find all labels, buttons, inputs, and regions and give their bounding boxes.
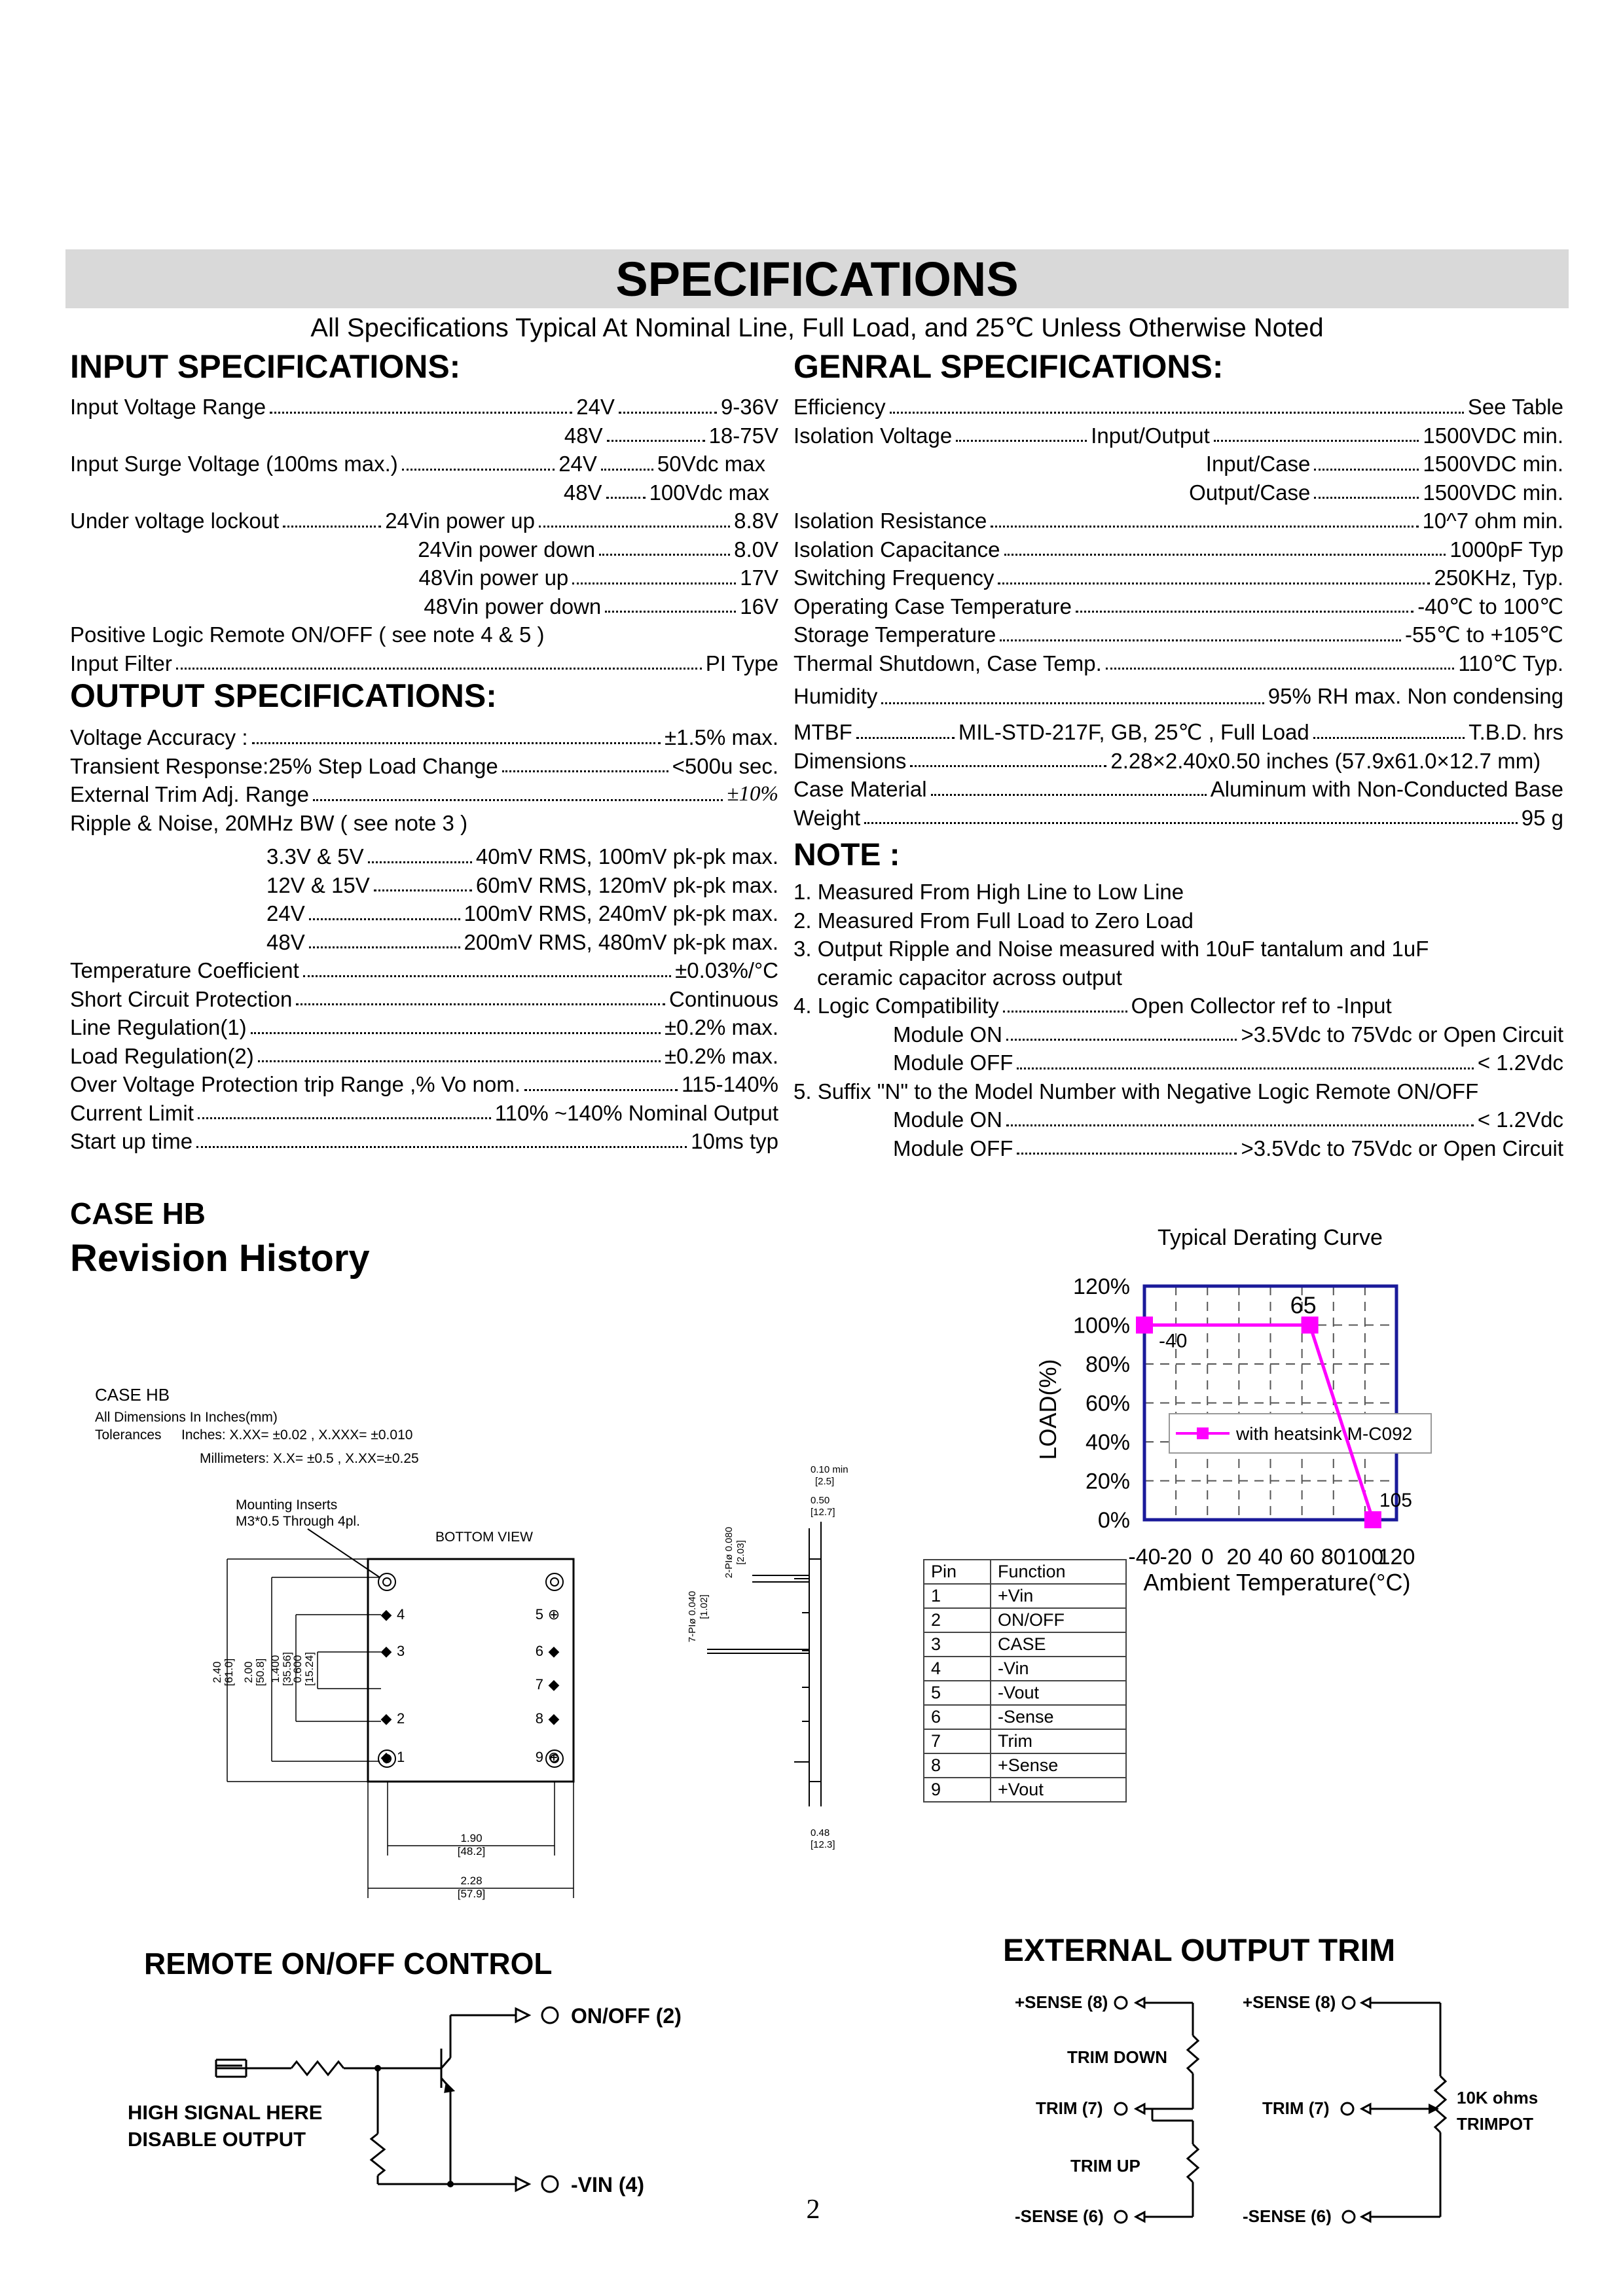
y-tick-label: 60% [1085, 1391, 1130, 1416]
dim-label: 2.28 [460, 1874, 483, 1887]
spec-row: Transient Response:25% Step Load Change <500u sec. [70, 753, 778, 778]
spec-row: Storage Temperature -55℃ to +105℃ [793, 622, 1563, 647]
y-tick-label: 120% [1073, 1274, 1130, 1299]
spec-row: 48Vin power up 17V [418, 565, 778, 590]
spec-row: Case Material Aluminum with Non-Conducted Base [793, 777, 1563, 801]
spec-row: Switching Frequency 250KHz, Typ. [793, 565, 1563, 590]
svg-text:◆: ◆ [548, 1676, 560, 1693]
drawing-inserts-1: Mounting Inserts [236, 1498, 338, 1513]
trim-up-label: TRIM UP [1070, 2156, 1140, 2176]
y-tick-label: 0% [1097, 1508, 1130, 1533]
spec-row: Humidity 95% RH max. Non condensing [793, 684, 1563, 708]
spec-row: Weight 95 g [793, 805, 1563, 830]
spec-row: Load Regulation(2) ±0.2% max. [70, 1043, 778, 1068]
spec-row: Short Circuit Protection Continuous [70, 986, 778, 1011]
trim-sense-n-left: -SENSE (6) [1015, 2206, 1104, 2225]
table-cell: +Vin [991, 1584, 1126, 1608]
legend-label: with heatsink M-C092 [1236, 1424, 1413, 1444]
chart-y-ticks [1073, 1274, 1130, 1533]
table-cell: 6 [924, 1705, 991, 1729]
dim-label: 7-PIø 0.040 [687, 1590, 698, 1643]
input-spec-heading: INPUT SPECIFICATIONS: [70, 348, 461, 385]
dim-label: [1.02] [699, 1594, 710, 1619]
note-heading: NOTE : [793, 838, 900, 872]
table-cell: 9 [924, 1778, 991, 1802]
trim-down-label: TRIM DOWN [1067, 2047, 1168, 2067]
notes-list [793, 878, 1563, 1162]
note-item: Module OFF < 1.2Vdc [893, 1050, 1563, 1075]
svg-text:◆: ◆ [380, 1606, 392, 1623]
pin-label: 3 [397, 1643, 405, 1659]
spec-row: Over Voltage Protection trip Range ,% Vo nom. 115-140% [70, 1072, 778, 1096]
table-cell: 5 [924, 1681, 991, 1705]
mechanical-drawing [85, 1381, 871, 1905]
x-tick-label: 80 [1321, 1545, 1346, 1570]
svg-text:◆: ◆ [380, 1710, 392, 1727]
dim-label: 2.00 [242, 1661, 255, 1683]
note-item: ceramic capacitor across output [817, 965, 1122, 990]
y-tick-label: 80% [1085, 1352, 1130, 1377]
table-row [924, 1705, 1126, 1729]
y-tick-label: 40% [1085, 1430, 1130, 1455]
chart-x-ticks [1128, 1545, 1415, 1570]
svg-text:⊕: ⊕ [547, 1749, 560, 1765]
note-item: Module OFF >3.5Vdc to 75Vdc or Open Circuit [893, 1136, 1563, 1160]
spec-row: Start up time 10ms typ [70, 1129, 778, 1153]
pin-markers [381, 1606, 560, 1765]
svg-text:⊕: ⊕ [547, 1606, 560, 1623]
input-spec-list [70, 393, 778, 677]
revision-history-heading: Revision History [70, 1237, 370, 1280]
note-item: 3. Output Ripple and Noise measured with 10uF tantalum and 1uF [793, 937, 1429, 961]
spec-row: Input Filter PI Type [70, 651, 778, 675]
trim-pin-left: TRIM (7) [1036, 2098, 1103, 2118]
ripple-row: 24V 100mV RMS, 240mV pk-pk max. [266, 901, 778, 925]
spec-row: Isolation Capacitance 1000pF Typ [793, 537, 1563, 562]
table-row [924, 1729, 1126, 1753]
pin-label: 2 [397, 1710, 405, 1727]
ripple-rows [70, 842, 778, 956]
chart-legend [1169, 1414, 1431, 1453]
trimpot-ohms-label: 10K ohms [1457, 2088, 1539, 2108]
table-cell: CASE [991, 1632, 1126, 1657]
data-label: 65 [1290, 1291, 1317, 1319]
spec-row: 48Vin power down 16V [424, 594, 778, 619]
y-tick-label: 20% [1085, 1469, 1130, 1494]
drawing-dims-note: All Dimensions In Inches(mm) [95, 1410, 278, 1425]
table-cell: 7 [924, 1729, 991, 1753]
table-row [924, 1584, 1126, 1608]
chart-y-axis-label: LOAD(%) [1034, 1359, 1061, 1460]
spec-row: Under voltage lockout 24Vin power up 8.8V [70, 509, 778, 533]
general-spec-list [793, 393, 1563, 832]
spec-row: Efficiency See Table [793, 395, 1563, 419]
table-cell: -Vin [991, 1657, 1126, 1681]
ripple-row: 12V & 15V 60mV RMS, 120mV pk-pk max. [266, 872, 778, 897]
table-cell: Pin [924, 1560, 991, 1584]
spec-row: Ripple & Noise, 20MHz BW ( see note 3 ) [70, 810, 468, 835]
dim-label: [61.0] [223, 1658, 235, 1687]
x-tick-label: 120 [1377, 1545, 1415, 1570]
table-row [924, 1632, 1126, 1657]
trim-sense-n-right: -SENSE (6) [1243, 2206, 1332, 2225]
spec-row: Dimensions 2.28×2.40x0.50 inches (57.9x61.0×12.7 mm) [793, 748, 1541, 773]
case-hb-heading: CASE HB [70, 1196, 206, 1230]
dim-label: [2.03] [735, 1540, 746, 1565]
table-cell: ON/OFF [991, 1608, 1126, 1632]
x-tick-label: -20 [1159, 1545, 1192, 1570]
table-cell: 8 [924, 1753, 991, 1778]
table-cell: Trim [991, 1729, 1126, 1753]
dim-label: 0.600 [291, 1655, 304, 1683]
dim-label: 2.40 [211, 1661, 223, 1683]
table-cell: 4 [924, 1657, 991, 1681]
page-subtitle: All Specifications Typical At Nominal Line, Full Load, and 25℃ Unless Otherwise Noted [310, 314, 1324, 342]
pin-label: 1 [397, 1749, 405, 1765]
data-label: -40 [1159, 1330, 1188, 1352]
chart-grid [1144, 1286, 1396, 1520]
drawing-bottom-view: BOTTOM VIEW [435, 1530, 533, 1545]
pin-label: 6 [535, 1643, 543, 1659]
dim-label: [2.5] [815, 1476, 835, 1487]
svg-text:◆: ◆ [380, 1749, 392, 1765]
dim-label: 2-PIø 0.080 [723, 1526, 735, 1579]
dim-label: [57.9] [457, 1888, 486, 1900]
remote-title: REMOTE ON/OFF CONTROL [144, 1946, 553, 1981]
trim-pin-right: TRIM (7) [1262, 2098, 1330, 2118]
table-cell: +Vout [991, 1778, 1126, 1802]
table-row [924, 1753, 1126, 1778]
table-row [924, 1657, 1126, 1681]
note-item: 1. Measured From High Line to Low Line [793, 880, 1184, 904]
spec-row: Current Limit 110% ~140% Nominal Output [70, 1100, 778, 1125]
trim-sense-p-right: +SENSE (8) [1243, 1992, 1336, 2012]
spec-row: Voltage Accuracy : ±1.5% max. [70, 725, 778, 749]
note-item: 2. Measured From Full Load to Zero Load [793, 908, 1194, 933]
x-tick-label: 0 [1201, 1545, 1214, 1570]
spec-row: Positive Logic Remote ON/OFF ( see note 4 & 5 ) [70, 622, 545, 647]
derating-chart [982, 1217, 1571, 1610]
drawing-tol-label: Tolerances [95, 1427, 162, 1443]
table-cell: -Sense [991, 1705, 1126, 1729]
ripple-row: 3.3V & 5V 40mV RMS, 100mV pk-pk max. [266, 844, 778, 869]
table-cell: -Vout [991, 1681, 1126, 1705]
spec-row: Operating Case Temperature -40℃ to 100℃ [793, 594, 1563, 619]
spec-row: Line Regulation(1) ±0.2% max. [70, 1015, 778, 1039]
module-outline [368, 1559, 574, 1782]
table-cell: Function [991, 1560, 1126, 1584]
dim-label: [12.7] [811, 1507, 835, 1518]
spec-row: Output/Case 1500VDC min. [1189, 480, 1563, 505]
spec-row: Temperature Coefficient ±0.03%/°C [70, 958, 778, 982]
remote-onoff-schematic [118, 1937, 746, 2219]
table-cell: 3 [924, 1632, 991, 1657]
data-label: 105 [1379, 1490, 1412, 1511]
spec-row: Isolation Resistance 10^7 ohm min. [793, 509, 1563, 533]
svg-text:◆: ◆ [380, 1643, 392, 1659]
drawing-case-label: CASE HB [95, 1385, 170, 1405]
drawing-tol-mm: Millimeters: X.X= ±0.5 , X.XX=±0.25 [200, 1451, 419, 1466]
x-tick-label: 20 [1226, 1545, 1252, 1570]
table-row [924, 1778, 1126, 1802]
x-tick-label: 60 [1289, 1545, 1315, 1570]
note-item: 5. Suffix "N" to the Model Number with Negative Logic Remote ON/OFF [793, 1079, 1479, 1103]
dim-label: 0.50 [811, 1495, 830, 1506]
pin-label: 9 [535, 1749, 543, 1765]
dim-label: [50.8] [254, 1658, 266, 1687]
disable-output-label: DISABLE OUTPUT [128, 2128, 306, 2151]
dim-label: 0.10 min [811, 1464, 848, 1475]
data-point [1136, 1317, 1153, 1334]
output-spec-list [70, 723, 778, 1156]
legend-marker [1197, 1427, 1209, 1439]
y-tick-label: 100% [1073, 1313, 1130, 1338]
table-cell: 1 [924, 1584, 991, 1608]
onoff-pin-label: ON/OFF (2) [571, 2004, 682, 2028]
table-cell: +Sense [991, 1753, 1126, 1778]
dim-label: [48.2] [457, 1845, 486, 1857]
spec-row: Thermal Shutdown, Case Temp. 110℃ Typ. [793, 651, 1563, 675]
output-spec-heading: OUTPUT SPECIFICATIONS: [70, 677, 497, 714]
spec-row: Input/Case 1500VDC min. [1205, 452, 1563, 476]
ripple-row: 48V 200mV RMS, 480mV pk-pk max. [266, 929, 778, 954]
spec-row: External Trim Adj. Range ±10% [70, 782, 778, 806]
chart-title: Typical Derating Curve [1158, 1225, 1383, 1250]
pin-function-table [923, 1559, 1127, 1803]
spec-row: 48V 100Vdc max [563, 480, 769, 505]
x-tick-label: 40 [1258, 1545, 1283, 1570]
trimpot-label: TRIMPOT [1457, 2114, 1533, 2134]
table-row [924, 1681, 1126, 1705]
dim-label: [15.24] [303, 1652, 316, 1686]
chart-x-axis-label: Ambient Temperature(°C) [1143, 1569, 1411, 1596]
vin-pin-label: -VIN (4) [571, 2173, 644, 2197]
x-tick-label: 100 [1346, 1545, 1384, 1570]
page-title: SPECIFICATIONS [615, 252, 1019, 306]
pin-label: 5 [535, 1606, 543, 1623]
dim-label: 1.90 [460, 1832, 483, 1844]
page-number: 2 [806, 2195, 820, 2225]
drawing-tol-inches: Inches: X.XX= ±0.02 , X.XXX= ±0.010 [181, 1427, 413, 1443]
spec-row: 48V 18-75V [564, 423, 778, 448]
note-item: 4. Logic Compatibility Open Collector ref to -Input [793, 994, 1392, 1018]
pin-label: 4 [397, 1606, 405, 1623]
svg-text:◆: ◆ [548, 1710, 560, 1727]
trim-sense-p-left: +SENSE (8) [1015, 1992, 1108, 2012]
mounting-holes [378, 1573, 563, 1767]
spec-row: 24Vin power down 8.0V [418, 537, 778, 562]
trim-title: EXTERNAL OUTPUT TRIM [1003, 1933, 1396, 1968]
dim-label: [35.56] [281, 1652, 293, 1686]
table-cell: 2 [924, 1608, 991, 1632]
svg-text:◆: ◆ [548, 1643, 560, 1659]
dim-label: [12.3] [811, 1839, 835, 1850]
data-point [1364, 1511, 1381, 1528]
spec-row: Input Voltage Range 24V 9-36V [70, 395, 778, 419]
table-row [924, 1560, 1126, 1584]
dim-label: 0.48 [811, 1827, 830, 1839]
pin-label: 7 [535, 1676, 543, 1693]
note-item: Module ON < 1.2Vdc [893, 1107, 1563, 1132]
note-item: Module ON >3.5Vdc to 75Vdc or Open Circuit [893, 1022, 1563, 1047]
general-spec-heading: GENRAL SPECIFICATIONS: [793, 348, 1224, 385]
drawing-inserts-2: M3*0.5 Through 4pl. [236, 1514, 360, 1529]
spec-row: Input Surge Voltage (100ms max.) 24V 50Vdc max [70, 452, 765, 476]
data-point [1302, 1317, 1319, 1334]
spec-row: Isolation Voltage Input/Output 1500VDC min. [793, 423, 1563, 448]
spec-row: MTBF MIL-STD-217F, GB, 25℃ , Full Load T.B.D. hrs [793, 720, 1563, 744]
high-signal-label: HIGH SIGNAL HERE [128, 2101, 323, 2124]
table-row [924, 1608, 1126, 1632]
dim-label: 1.400 [269, 1655, 282, 1683]
external-trim-schematic [989, 1924, 1578, 2225]
x-tick-label: -40 [1128, 1545, 1161, 1570]
pin-label: 8 [535, 1710, 543, 1727]
